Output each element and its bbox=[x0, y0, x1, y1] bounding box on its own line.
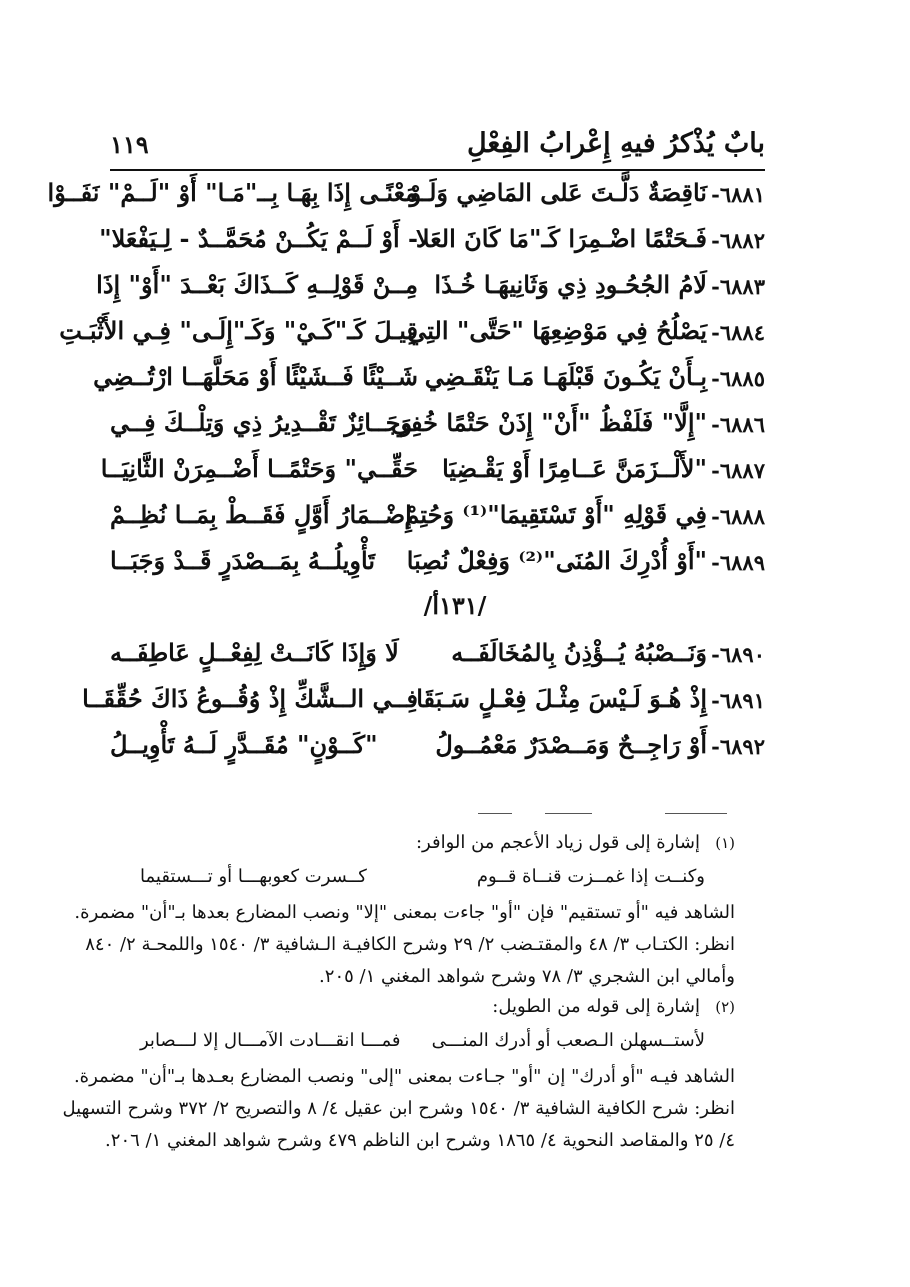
verse-number: ٦٨٩١- bbox=[711, 688, 765, 713]
footnote-verse-second-hemistich: فمـــا انقـــادت الآمـــال إلا لـــصابر bbox=[140, 1030, 401, 1051]
page-header bbox=[110, 128, 765, 168]
footnote-verse-first-hemistich: لأستــسهلن الـصعب أو أدرك المنـــى bbox=[431, 1030, 705, 1051]
verse-second-hemistich: إِضْــمَارُ أَوَّلٍ فَقَــطْ بِمَــا نُظِــمْ bbox=[110, 500, 412, 529]
verse-first-hemistich: "لأَلْــزَمَنَّ عَــامِرًا أَوْ يَقْـضِيَا bbox=[442, 454, 707, 483]
footnote-separator bbox=[545, 813, 592, 814]
page-number: ١١٩ bbox=[110, 130, 149, 159]
verse-second-hemistich: مِــنْ قَوْلِــهِ كَــذَاكَ بَعْــدَ "أَوْ" إِذَا bbox=[96, 270, 418, 299]
footnote-intro: إشارة إلى قوله من الطويل: bbox=[492, 996, 700, 1017]
verse-line bbox=[93, 360, 765, 406]
verse-first-hemistich: يَصْلُحُ فِي مَوْضِعِهَا "حَتَّى" التِي bbox=[407, 316, 707, 345]
verse-first-hemistich: فِي قَوْلِهِ "أَوْ تَسْتَقِيمَا"⁽¹⁾ وَحُتِمْ bbox=[404, 500, 707, 529]
verse-line bbox=[96, 268, 765, 314]
verse-first-hemistich: إِذْ هُـوَ لَـيْسَ مِثْـلَ فِعْـلٍ سَـبَقَا bbox=[416, 684, 707, 713]
verse-line bbox=[82, 682, 765, 728]
verse-second-hemistich: قِيـلَ كَـ"كَـيْ" وَكَـ"إِلَـى" فِـي الأَثْبَـتِ bbox=[59, 316, 418, 345]
chapter-title: بابٌ يُذْكرُ فيهِ إِعْرابُ الفِعْلِ bbox=[466, 128, 765, 159]
verse-number: ٦٨٨٨- bbox=[711, 504, 765, 529]
verse-second-hemistich: تَأْوِيلُــهُ بِمَــصْدَرٍ قَــدْ وَجَبَــا bbox=[110, 546, 375, 575]
verse-first-hemistich: لَامُ الجُحُـودِ ذِي وَثَانِيهَـا خُـذَا bbox=[434, 270, 707, 299]
verse-line bbox=[59, 314, 765, 360]
verse-line bbox=[110, 636, 765, 682]
verse-number: ٦٨٨٥- bbox=[711, 366, 765, 391]
verse-number: ٦٨٩٠- bbox=[711, 642, 765, 667]
footnote-line: وأمالي ابن الشجري ٣/ ٧٨ وشرح شواهد المغني ١/ ٢٠٥. bbox=[319, 966, 735, 987]
footnote-mark: (١) bbox=[715, 834, 735, 852]
footnote-verse-first-hemistich: وكنــت إذا غمــزت قنــاة قــوم bbox=[476, 866, 705, 887]
verse-line bbox=[110, 498, 765, 544]
verse-second-hemistich: - أَوْ لَــمْ يَكُــنْ مُحَمَّــدٌ - لِـيَفْعَلا" bbox=[99, 224, 418, 253]
verse-second-hemistich: فِــي الــشَّكِّ إِذْ وُقُــوعُ ذَاكَ حُقِّقَــا bbox=[82, 684, 418, 713]
verse-line bbox=[110, 728, 765, 774]
verse-number: ٦٨٩٢- bbox=[711, 734, 765, 759]
verse-number: ٦٨٨٣- bbox=[711, 274, 765, 299]
footnote-mark: (٢) bbox=[715, 998, 735, 1016]
footnote-verse bbox=[140, 1030, 705, 1060]
header-divider bbox=[110, 169, 765, 171]
folio-marker: /١٣١أ/ bbox=[423, 591, 487, 620]
verse-second-hemistich: حَقِّــي" وَحَتْمًــا أَضْــمِرَنْ الثَّانِيَــا bbox=[100, 454, 418, 483]
footnote-line: الشاهد فيه "أو تستقيم" فإن "أو" جاءت بمعنى "إلا" ونصب المضارع بعدها بـ"أن" مضمرة. bbox=[74, 902, 735, 923]
verse-number: ٦٨٨٧- bbox=[711, 458, 765, 483]
verse-first-hemistich: أَوْ رَاجِــحٌ وَمَــصْدَرٌ مَعْمُــولُ bbox=[435, 730, 707, 759]
verse-line bbox=[47, 176, 765, 222]
footnote-line: الشاهد فيـه "أو أدرك" إن "أو" جـاءت بمعنى "إلى" ونصب المضارع بعـدها بـ"أن" مضمرة. bbox=[73, 1066, 735, 1087]
verse-second-hemistich: شَــيْئًا فَــشَيْئًا أَوْ مَحَلَّهَــا ارْتُــضِي bbox=[93, 362, 418, 391]
verse-first-hemistich: "أَوْ أُدْرِكَ المُنَى"⁽²⁾ وَفِعْلٌ نُصِبَا bbox=[406, 546, 707, 575]
verse-second-hemistich: مَعْنًـى إِذَا بِهَـا بِــ"مَـا" أَوْ "لَــمْ" نَفَــوْا bbox=[47, 178, 418, 207]
verse-line bbox=[110, 406, 765, 452]
footnote-intro: إشارة إلى قول زياد الأعجم من الوافر: bbox=[415, 832, 700, 853]
footnote-line: انظر: الكتـاب ٣/ ٤٨ والمقتـضب ٢/ ٢٩ وشرح الكافيـة الـشافية ٣/ ١٥٤٠ واللمحـة ٢/ ٨٤٠ bbox=[85, 934, 735, 955]
verse-number: ٦٨٨٤- bbox=[711, 320, 765, 345]
verse-number: ٦٨٨٦- bbox=[711, 412, 765, 437]
verse-number: ٦٨٨١- bbox=[711, 182, 765, 207]
verse-second-hemistich: وَجَــائِزٌ تَقْــدِيرُ ذِي وَتِلْــكَ فِــي bbox=[110, 408, 413, 437]
footnote-separator bbox=[478, 813, 512, 814]
verse-number: ٦٨٨٩- bbox=[711, 550, 765, 575]
verse-second-hemistich: لَا وَإِذَا كَانَــتْ لِفِعْــلٍ عَاطِفَــه bbox=[110, 638, 399, 667]
verse-first-hemistich: فَـحَتْمًا اضْـمِرَا كَـ"مَا كَانَ العَلا bbox=[415, 224, 707, 253]
verse-number: ٦٨٨٢- bbox=[711, 228, 765, 253]
footnote-verse-second-hemistich: كــسرت كعوبهـــا أو تـــستقيما bbox=[140, 866, 367, 887]
footnote-line: انظر: شرح الكافية الشافية ٣/ ١٥٤٠ وشرح ابن عقيل ٤/ ٨ والتصريح ٢/ ٣٧٢ وشرح التسهيل bbox=[62, 1098, 735, 1119]
verse-line bbox=[100, 452, 765, 498]
verse-second-hemistich: "كَــوْنٍ" مُقَــدَّرٍ لَــهُ تَأْوِيــلُ bbox=[110, 730, 378, 759]
verse-line bbox=[110, 544, 765, 590]
verse-first-hemistich: بِـأَنْ يَكُـونَ قَبْلَهَـا مَـا يَنْقَـضِي bbox=[424, 362, 707, 391]
verse-first-hemistich: نَاقِصَةٌ دَلَّـتَ عَلى المَاضِي وَلَـوْ bbox=[409, 178, 707, 207]
footnote-separator bbox=[665, 813, 727, 814]
verse-first-hemistich: وَنَــصْبُهُ يُــؤْذِنُ بِالمُخَالَفَــه bbox=[451, 638, 707, 667]
verse-line bbox=[99, 222, 765, 268]
footnote-verse bbox=[140, 866, 705, 896]
footnote-line: ٤/ ٢٥ والمقاصد النحوية ٤/ ١٨٦٥ وشرح ابن الناظم ٤٧٩ وشرح شواهد المغني ١/ ٢٠٦. bbox=[105, 1130, 735, 1151]
verse-first-hemistich: "إِلَّا" فَلَفْظُ "أَنْ" إِذَنْ حَتْمًا خُفِي bbox=[390, 408, 707, 437]
